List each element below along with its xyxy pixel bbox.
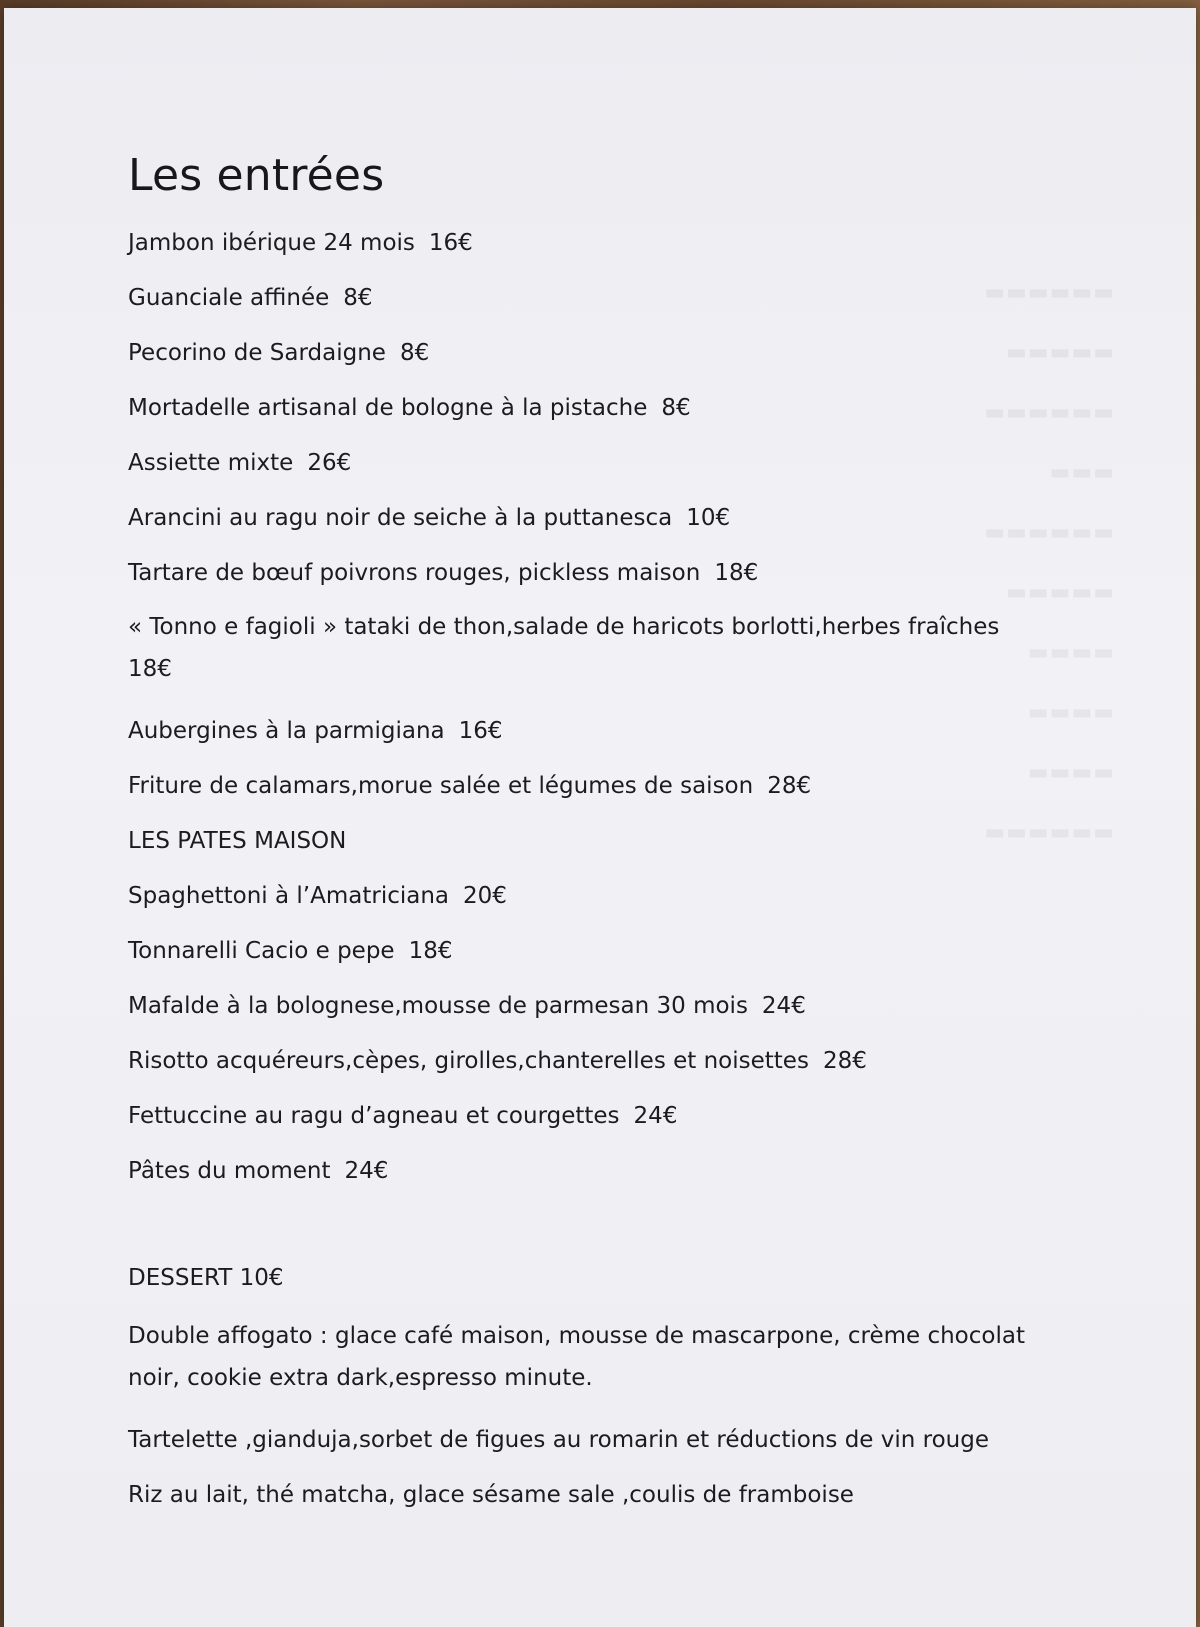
item-price: 18€ <box>128 656 172 682</box>
item-name: Guanciale affinée <box>128 285 330 311</box>
item-price: 18€ <box>714 560 759 586</box>
item-name: Aubergines à la parmigiana <box>128 718 445 744</box>
item-price: 24€ <box>633 1103 678 1129</box>
menu-item <box>128 1102 1048 1130</box>
menu-item <box>128 1157 1048 1185</box>
item-price: 28€ <box>767 773 812 799</box>
item-name: Spaghettoni à l’Amatriciana <box>128 883 450 909</box>
spacer <box>128 1212 1048 1264</box>
item-price: 26€ <box>307 450 352 476</box>
item-price: 8€ <box>661 395 691 421</box>
menu-item <box>128 1047 1048 1075</box>
item-name: Arancini au ragu noir de seiche à la puttanesca <box>128 505 673 531</box>
menu-item <box>128 449 1048 477</box>
item-price: 10€ <box>686 505 731 531</box>
item-name: Tonnarelli Cacio e pepe <box>128 938 395 964</box>
item-name: Jambon ibérique 24 mois <box>128 230 415 256</box>
menu-content <box>128 150 1048 1536</box>
menu-item <box>128 992 1048 1020</box>
section-heading-dessert: DESSERT 10€ <box>128 1265 284 1291</box>
item-price: 24€ <box>344 1158 389 1184</box>
section-heading-pates: LES PATES MAISON <box>128 828 347 854</box>
show-through-text-decoration: ▬▬▬▬▬▬ ▬▬▬▬▬ ▬▬▬▬▬▬ ▬▬▬ ▬▬▬▬▬▬ ▬▬▬▬▬ ▬▬▬▬ ▬▬▬▬ ▬▬▬▬ ▬▬▬▬▬▬ <box>983 280 1114 845</box>
menu-item <box>128 284 1048 312</box>
item-name: Risotto acquéreurs,cèpes, girolles,chanterelles et noisettes <box>128 1048 809 1074</box>
menu-item <box>128 772 1048 800</box>
menu-item <box>128 339 1048 367</box>
item-name: Tartare de bœuf poivrons rouges, pickless maison <box>128 560 701 586</box>
dessert-item: Double affogato : glace café maison, mousse de mascarpone, crème chocolat noir, cookie extra dark,espresso minute. <box>128 1323 1025 1391</box>
item-name: Pecorino de Sardaigne <box>128 340 386 366</box>
menu-item <box>128 229 1048 257</box>
item-price: 16€ <box>428 230 473 256</box>
menu-item <box>128 606 1048 690</box>
item-name: Friture de calamars,morue salée et légumes de saison <box>128 773 754 799</box>
item-name: Pâtes du moment <box>128 1158 331 1184</box>
menu-item <box>128 559 1048 587</box>
item-price: 16€ <box>458 718 503 744</box>
menu-item <box>128 717 1048 745</box>
item-name: « Tonno e fagioli » tataki de thon,salade de haricots borlotti,herbes fraîches <box>128 614 1000 640</box>
menu-item <box>128 937 1048 965</box>
item-name: Assiette mixte <box>128 450 294 476</box>
menu-item <box>128 882 1048 910</box>
item-price: 28€ <box>822 1048 867 1074</box>
dessert-item: Riz au lait, thé matcha, glace sésame sale ,coulis de framboise <box>128 1482 854 1508</box>
dessert-item: Tartelette ,gianduja,sorbet de figues au romarin et réductions de vin rouge <box>128 1427 989 1453</box>
page-title: Les entrées <box>128 150 385 201</box>
menu-item <box>128 504 1048 532</box>
item-price: 18€ <box>408 938 453 964</box>
item-price: 8€ <box>343 285 373 311</box>
item-name: Mafalde à la bolognese,mousse de parmesan 30 mois <box>128 993 748 1019</box>
item-name: Mortadelle artisanal de bologne à la pistache <box>128 395 648 421</box>
item-price: 8€ <box>399 340 430 366</box>
item-price: 20€ <box>463 883 507 909</box>
item-name: Fettuccine au ragu d’agneau et courgettes <box>128 1103 620 1129</box>
item-price: 24€ <box>761 993 806 1019</box>
menu-item <box>128 394 1048 422</box>
